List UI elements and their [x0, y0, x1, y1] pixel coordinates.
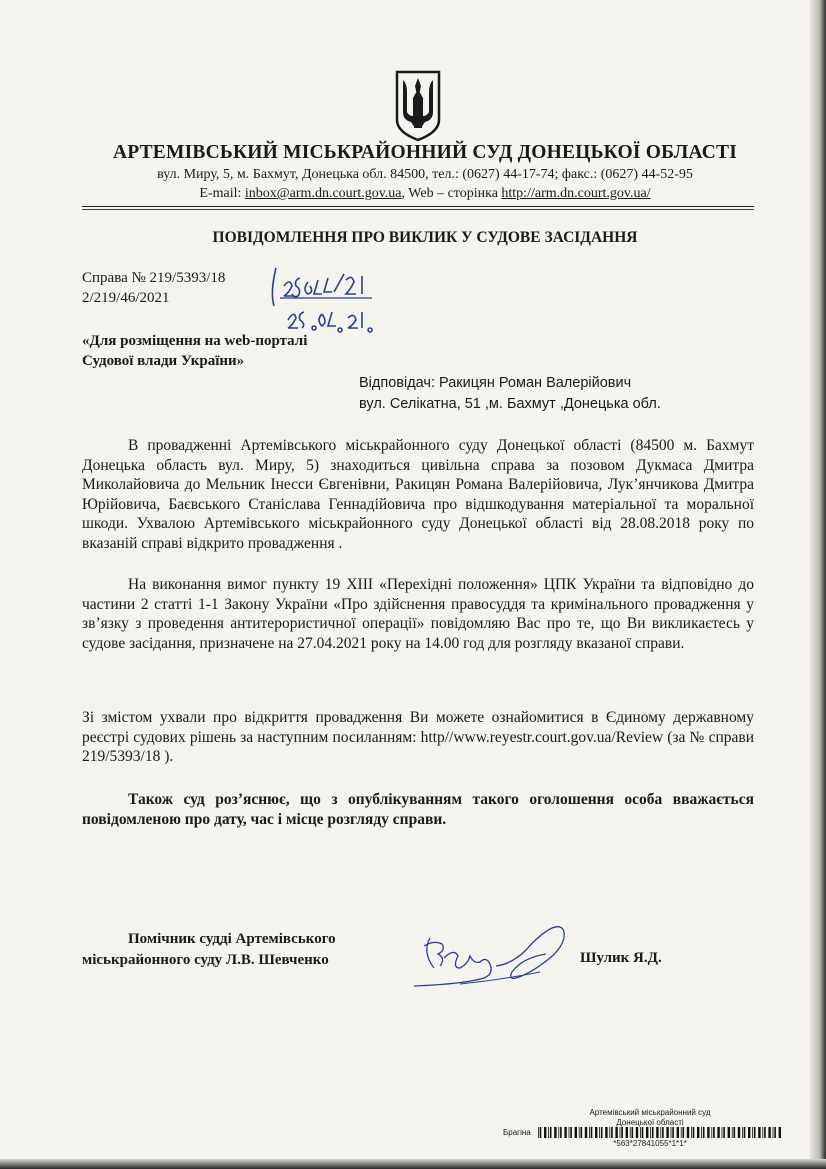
court-contacts — [60, 186, 790, 202]
court-address: вул. Миру, 5, м. Бахмут, Донецька обл. 84500, тел.: (0627) 44-17-74; факс.: (0627) 44-52-95 — [157, 167, 693, 182]
handwritten-signature — [400, 918, 580, 990]
handwritten-registration-note — [262, 262, 382, 334]
stamp-line1: Артемівський міськрайонний суд — [589, 1108, 711, 1117]
barcode-number: *563*27841055*1*1* — [613, 1139, 687, 1148]
paragraph-case-info: В провадженні Артемівського міськрайонного суду Донецької області (84500 м. Бахмут Донецька область вул. Миру, 5) знаходиться цивільна справа за позовом Дукмаса Дмитра Миколайовича до Мельник Інесси Євгенівни, Ракицян Романа Валерійовича, Лук’янчикова Дмитра Юрійовича, Баєвського Станіслава Геннадійовича про відшкодування матеріальної та моральної шкоди. Ухвалою Артемівського міськрайонного суду Донецької області від 28.08.2018 року по вказаній справі відкрито провадження . — [82, 437, 754, 552]
respondent-name: Відповідач: Ракицян Роман Валерійович — [359, 375, 632, 391]
proceeding-number: 2/219/46/2021 — [82, 290, 170, 306]
email-label: E-mail: — [199, 186, 245, 201]
trident-emblem-icon — [393, 70, 443, 142]
barcode-icon — [538, 1127, 783, 1138]
stamp-prefix: Брагіна — [503, 1128, 531, 1137]
respondent-address: вул. Селікатна, 51 ,м. Бахмут ,Донецька обл. — [359, 396, 661, 412]
web-note-line2: Судової влади України» — [82, 353, 245, 369]
web-label: , Web – сторінка — [401, 186, 502, 201]
registration-stamp — [520, 1108, 780, 1128]
web-link[interactable]: http://arm.dn.court.gov.ua/ — [501, 186, 651, 201]
scan-edge — [810, 0, 826, 1169]
web-note-line1: «Для розміщення на web-порталі — [82, 333, 308, 349]
email-link[interactable]: inbox@arm.dn.court.gov.ua — [244, 186, 402, 201]
signatory-line1: Помічник судді Артемівського — [128, 931, 336, 947]
case-numbers — [82, 268, 225, 308]
signatory-name: Шулик Я.Д. — [580, 950, 662, 966]
paragraph-clarification: Також суд роз’яснює, що з опублікуванням такого оголошення особа вважається повідомленою про дату, час і місце розгляду справи. — [82, 791, 754, 828]
respondent-block — [359, 373, 661, 415]
notice-title: ПОВІДОМЛЕННЯ ПРО ВИКЛИК У СУДОВЕ ЗАСІДАННЯ — [212, 229, 638, 246]
court-name: АРТЕМІВСЬКИЙ МІСЬКРАЙОННИЙ СУД ДОНЕЦЬКОЇ ОБЛАСТІ — [112, 142, 738, 163]
case-number: Справа № 219/5393/18 — [82, 270, 226, 286]
paragraph-summons: На виконання вимог пункту 19 XIII «Перехідні положення» ЦПК України та відповідно до частини 2 статті 1-1 Закону України «Про здійснення правосуддя та кримінального провадження у зв’язку з проведення антитерористичної операції» повідомляю Вас про те, що Ви викликаєтесь у судове засідання, призначене на 27.04.2021 року на 14.00 год для розгляду вказаної справи. — [82, 576, 754, 652]
header-divider-thin — [82, 209, 754, 210]
stamp-line2: Донецької області — [616, 1118, 684, 1127]
web-portal-note — [82, 331, 307, 371]
paragraph-registry-link: Зі змістом ухвали про відкриття провадження Ви можете ознайомитися в Єдиному державному реєстрі судових рішень за наступним посиланням: http//www.reyestr.court.gov.ua/Review (за № справи 219/5393/18 ). — [82, 709, 754, 766]
signatory-line2: міськрайонного суду Л.В. Шевченко — [82, 952, 329, 968]
scan-edge-bottom — [0, 1159, 826, 1169]
barcode-row — [500, 1127, 785, 1139]
signatory-title — [82, 929, 336, 971]
header-divider — [82, 206, 754, 207]
